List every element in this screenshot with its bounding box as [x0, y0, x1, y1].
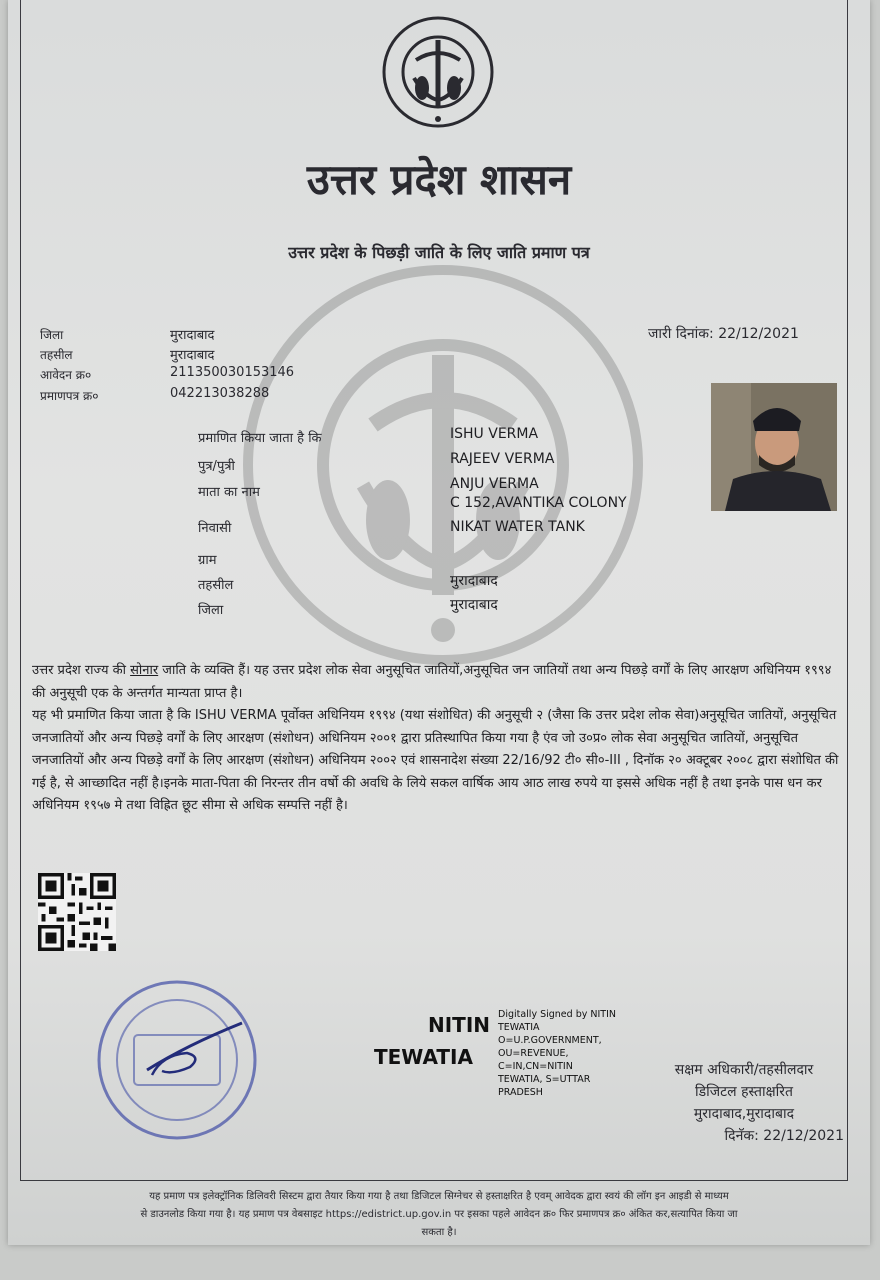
- up-government-watermark: [223, 265, 663, 665]
- signer-name-line-1: NITIN: [428, 1013, 491, 1037]
- body-paragraph-2: यह भी प्रमाणित किया जाता है कि ISHU VERMA पूर्वोक्त अधिनियम १९९४ (यथा संशोधित) की अनुसूची २ (जैसा कि उत्तर प्रदेश लोक सेवा)अनुसूचित जातियों, अनुसूचित जनजातियों और अन्य पिछड़े वर्गों के लिए आरक्षण (संशोधन) अधिनियम २००१ द्वारा प्रतिस्थापित किया गया है एंव जो उ०प्र० लोक सेवा अनुसूचित जातियों, अनुसूचित जनजातियों और अन्य पिछड़े वर्गों के लिए आरक्षण (संशोधन) अधिनियम २००२ एवं शासनादेश संख्या 22/16/92 टी० सी०-III , दिनॉक २० अक्टूबर २००८ द्वारा संशोधित की गई है, से आच्छादित नहीं है।इनके माता-पिता की निरन्तर तीन वर्षो की अवधि के लिये सकल वार्षिक आय आठ लाख रुपये या इससे अधिक नहीं है तथा इनके पास धन कर अधिनियम १९५७ मे तथा विह्रित छूट सीमा से अधिक सम्पत्ति नहीं है।: [32, 708, 839, 813]
- footer-note: यह प्रमाण पत्र इलेक्ट्रॉनिक डिलिवरी सिस्टम द्वारा तैयार किया गया है तथा डिजिटल सिग्नेचर से हस्ताक्षरित है एवम् आवेदक द्वारा स्वयं की लॉग इन आइडी से माध्यम से डाउनलोड किया गया है। यह प्रमाण पत्र वेबसाइट https://edistrict.up.gov.in पर इसका पहले आवेदन क्र० फिर प्रमाणपत्र क्र० अंकित कर,सत्यापित किया जा सकता है।: [140, 1191, 738, 1238]
- address-line-2: NIKAT WATER TANK: [450, 519, 585, 535]
- signer-name-line-2: TEWATIA: [374, 1045, 473, 1069]
- certificate-page: [8, 0, 870, 1245]
- officer-block: [644, 1059, 844, 1147]
- officer-location: मुरादाबाद,मुरादाबाद: [693, 1106, 795, 1122]
- page-title: उत्तर प्रदेश शासन: [306, 155, 572, 204]
- digital-signature-details: Digitally Signed by NITIN TEWATIA O=U.P.GOVERNMENT, OU=REVENUE, C=IN,CN=NITIN TEWATIA, S=UTTAR PRADESH: [498, 1009, 616, 1098]
- officer-designation: सक्षम अधिकारी/तहसीलदार: [674, 1062, 814, 1078]
- qr-code-icon[interactable]: [38, 873, 116, 951]
- address-line-1: C 152,AVANTIKA COLONY: [450, 495, 627, 511]
- body-paragraph-1: उत्तर प्रदेश राज्य की सोनार जाति के व्यक्ति हैं। यह उत्तर प्रदेश लोक सेवा अनुसूचित जातियों,अनुसूचित जन जातियों तथा अन्य पिछड़े वर्गों के लिए आरक्षण अधिनियम १९९४ की अनुसूची एक के अन्तर्गत मान्यता प्राप्त है।: [32, 663, 832, 701]
- certificate-number: 042213038288: [170, 386, 270, 401]
- village-label: ग्राम: [198, 553, 217, 568]
- mother-name: ANJU VERMA: [450, 476, 539, 492]
- applicant-photo: [711, 383, 837, 511]
- certified-label: प्रमाणित किया जाता है कि: [198, 431, 322, 446]
- person-district-value: मुरादाबाद: [450, 597, 498, 613]
- certificate-body: [32, 660, 844, 818]
- caste-name: सोनार: [130, 663, 159, 678]
- certificate-subtitle: उत्तर प्रदेश के पिछड़ी जाति के लिए जाति प्रमाण पत्र: [288, 243, 590, 262]
- officer-date: दिनॅक: 22/12/2021: [724, 1128, 844, 1144]
- person-tehsil-value: मुरादाबाद: [450, 573, 498, 589]
- tehsil-value: मुरादाबाद: [170, 348, 215, 363]
- person-tehsil-label: तहसील: [198, 578, 234, 593]
- applicant-name: ISHU VERMA: [450, 426, 539, 442]
- application-number: 211350030153146: [170, 365, 295, 380]
- district-value: मुरादाबाद: [170, 328, 215, 343]
- child-of-label: पुत्र/पुत्री: [198, 459, 235, 474]
- person-district-label: जिला: [198, 603, 224, 618]
- up-emblem-icon: [380, 16, 496, 128]
- district-label: जिला: [40, 328, 64, 342]
- seal-stamp-icon: [92, 975, 262, 1145]
- resident-label: निवासी: [198, 521, 232, 536]
- certificate-label: प्रमाणपत्र क्र०: [40, 389, 99, 403]
- mother-label: माता का नाम: [198, 485, 260, 500]
- tehsil-label: तहसील: [40, 348, 73, 362]
- officer-signed: डिजिटल हस्ताक्षरित: [695, 1084, 793, 1100]
- issue-date: जारी दिनांक: 22/12/2021: [648, 326, 799, 342]
- father-name: RAJEEV VERMA: [450, 451, 555, 467]
- application-label: आवेदन क्र०: [40, 368, 92, 382]
